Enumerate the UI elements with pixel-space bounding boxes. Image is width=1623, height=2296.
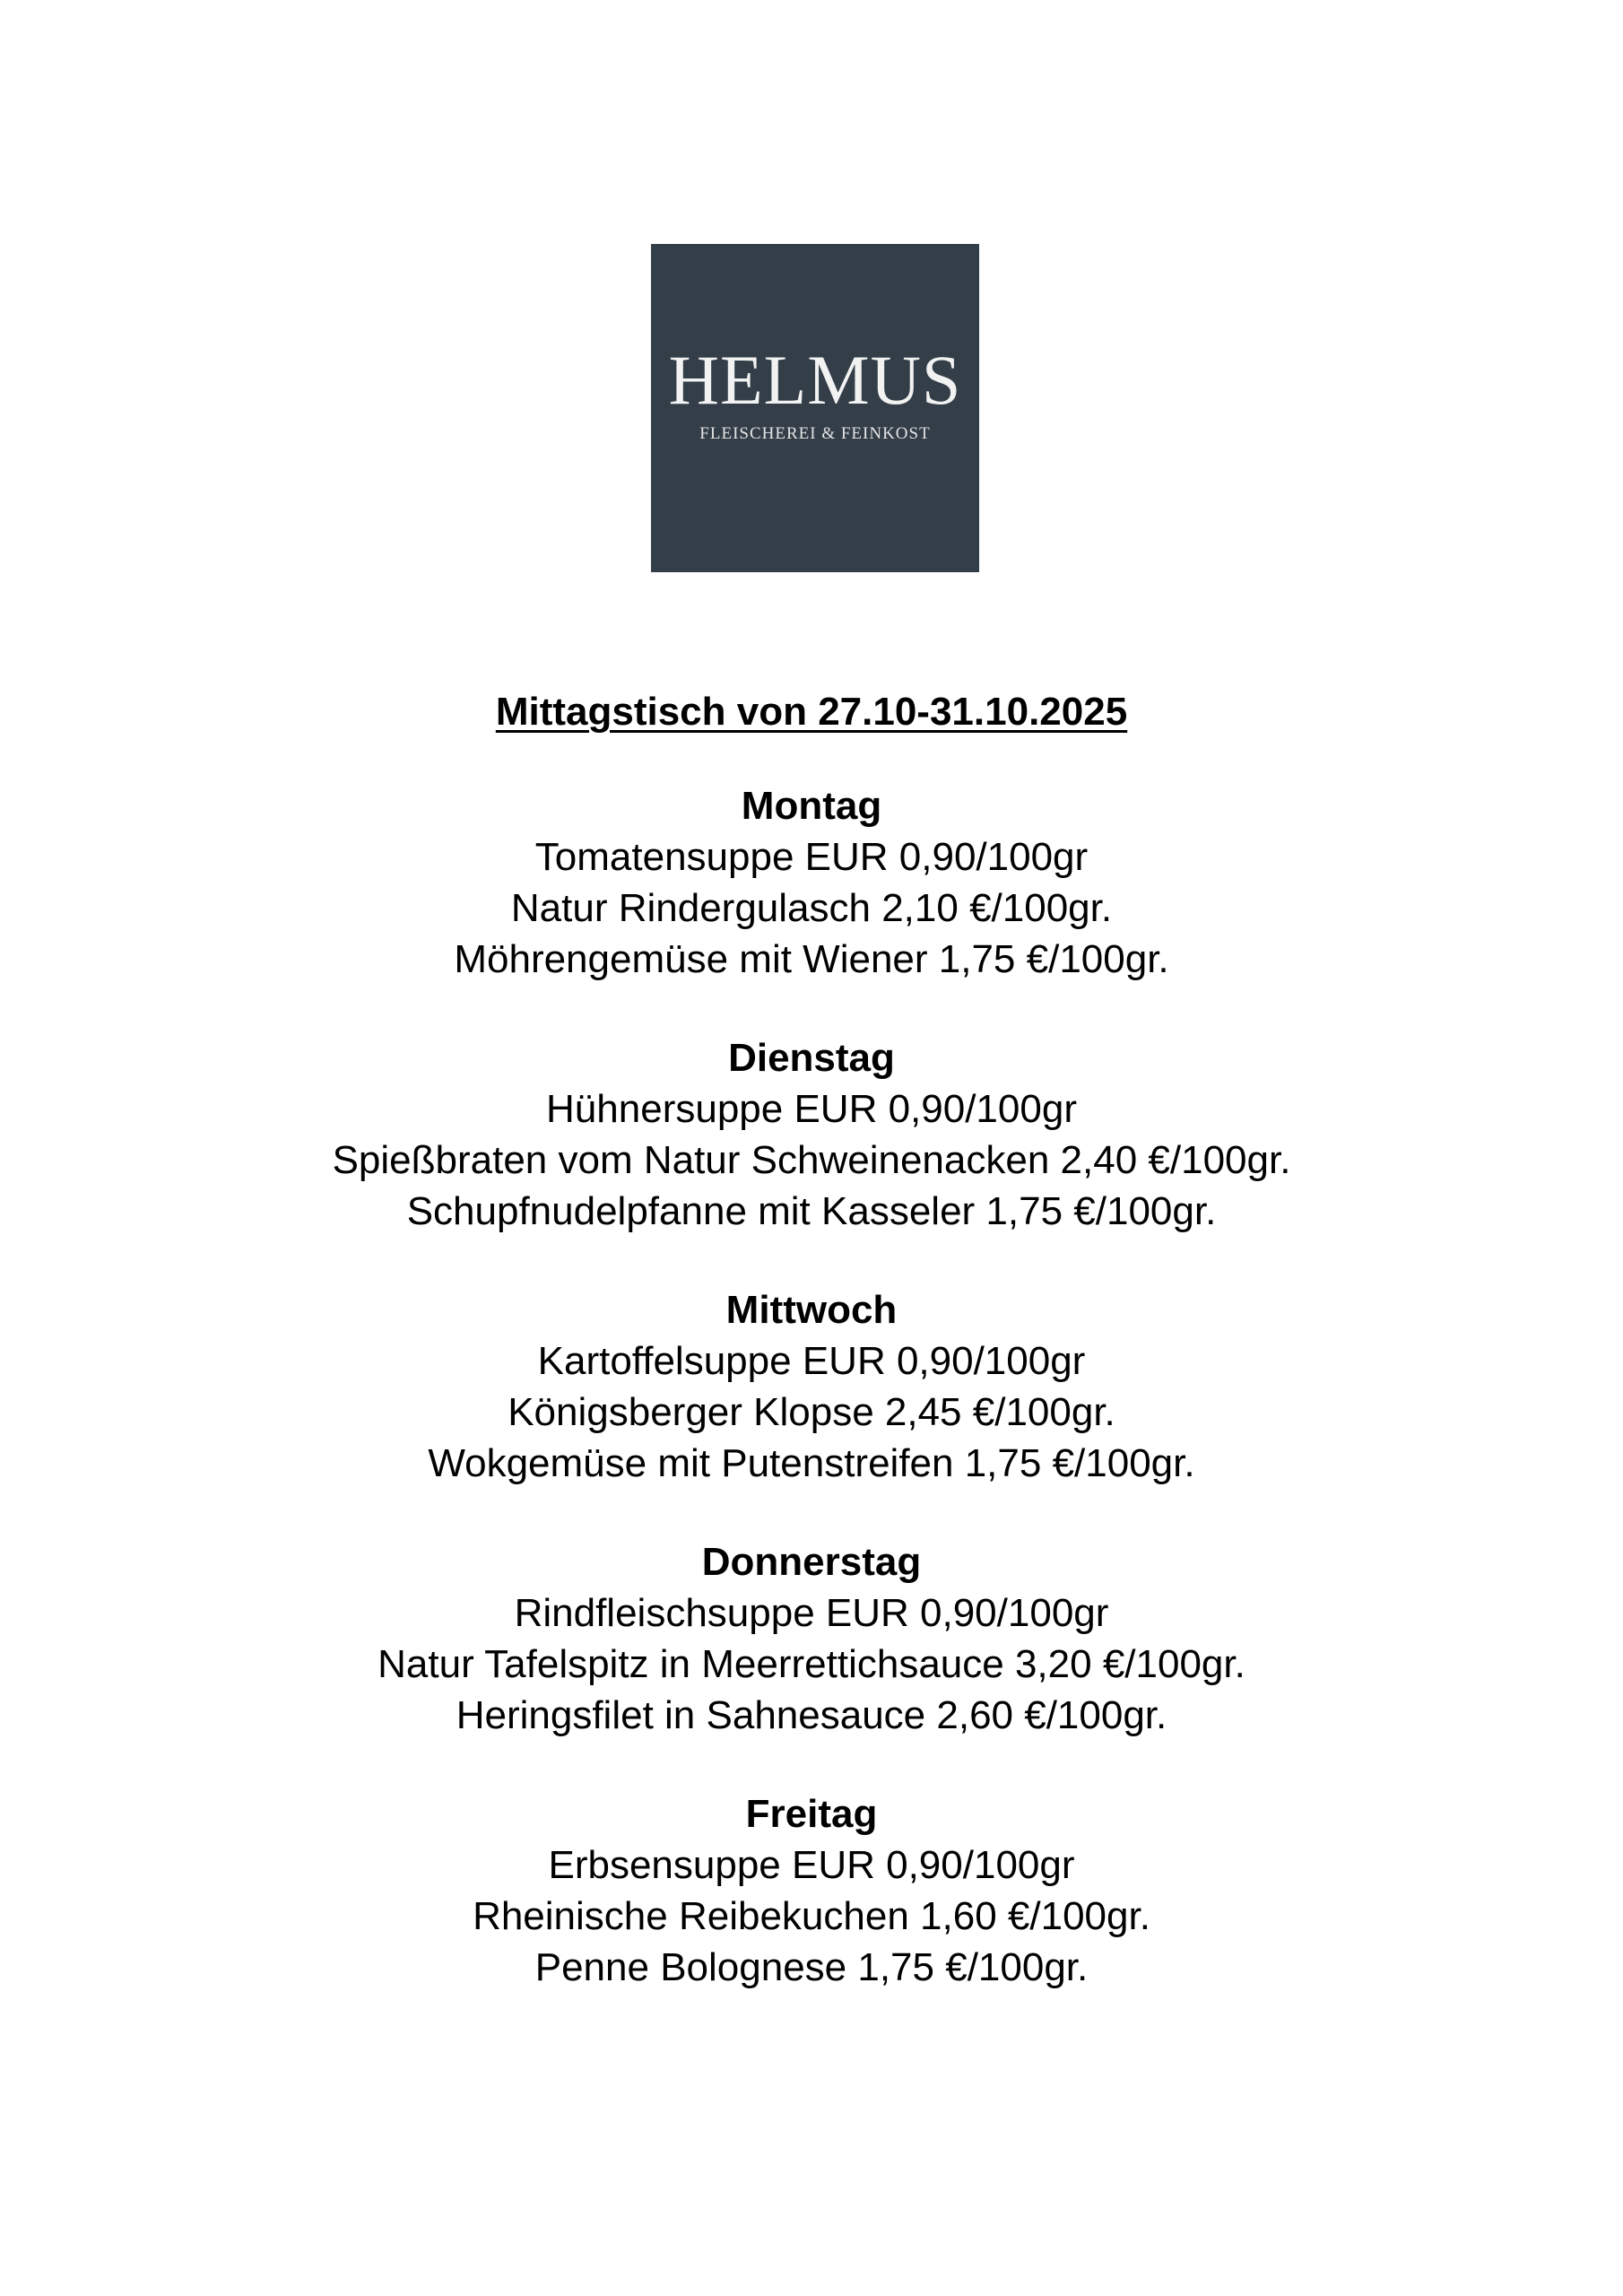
dish-line: Natur Rindergulasch 2,10 €/100gr. [510, 886, 1113, 930]
dish-line: Natur Tafelspitz in Meerrettichsauce 3,20 €/100gr. [378, 1642, 1245, 1686]
dish-line: Hühnersuppe EUR 0,90/100gr [546, 1087, 1077, 1131]
day-heading: Freitag [745, 1792, 878, 1836]
day-section-montag [0, 780, 1623, 985]
dish-line: Wokgemüse mit Putenstreifen 1,75 €/100gr. [428, 1441, 1195, 1485]
day-section-donnerstag [0, 1536, 1623, 1741]
day-heading: Donnerstag [701, 1540, 922, 1584]
dish-line: Rindfleischsuppe EUR 0,90/100gr [514, 1591, 1109, 1635]
lunch-menu [0, 680, 1623, 2040]
dish-line: Tomatensuppe EUR 0,90/100gr [534, 835, 1089, 879]
dish-line: Erbsensuppe EUR 0,90/100gr [548, 1843, 1075, 1887]
dish-line: Kartoffelsuppe EUR 0,90/100gr [537, 1339, 1086, 1383]
logo-name: HELMUS [668, 341, 962, 419]
day-heading: Dienstag [728, 1036, 895, 1080]
dish-line: Heringsfilet in Sahnesauce 2,60 €/100gr. [456, 1693, 1167, 1737]
company-logo [651, 244, 979, 572]
day-heading: Mittwoch [725, 1288, 898, 1332]
dish-line: Schupfnudelpfanne mit Kasseler 1,75 €/100gr. [406, 1189, 1217, 1233]
logo-tagline: FLEISCHEREI & FEINKOST [699, 424, 931, 443]
dish-line: Rheinische Reibekuchen 1,60 €/100gr. [473, 1894, 1150, 1938]
dish-line: Königsberger Klopse 2,45 €/100gr. [508, 1390, 1115, 1434]
menu-title: Mittagstisch von 27.10-31.10.2025 [495, 690, 1128, 734]
day-section-dienstag [0, 1032, 1623, 1237]
dish-line: Möhrengemüse mit Wiener 1,75 €/100gr. [454, 937, 1169, 981]
day-section-mittwoch [0, 1284, 1623, 1489]
day-heading: Montag [741, 784, 882, 828]
dish-line: Spießbraten vom Natur Schweinenacken 2,40 €/100gr. [332, 1138, 1291, 1182]
day-section-freitag [0, 1788, 1623, 1993]
dish-line: Penne Bolognese 1,75 €/100gr. [534, 1945, 1089, 1989]
